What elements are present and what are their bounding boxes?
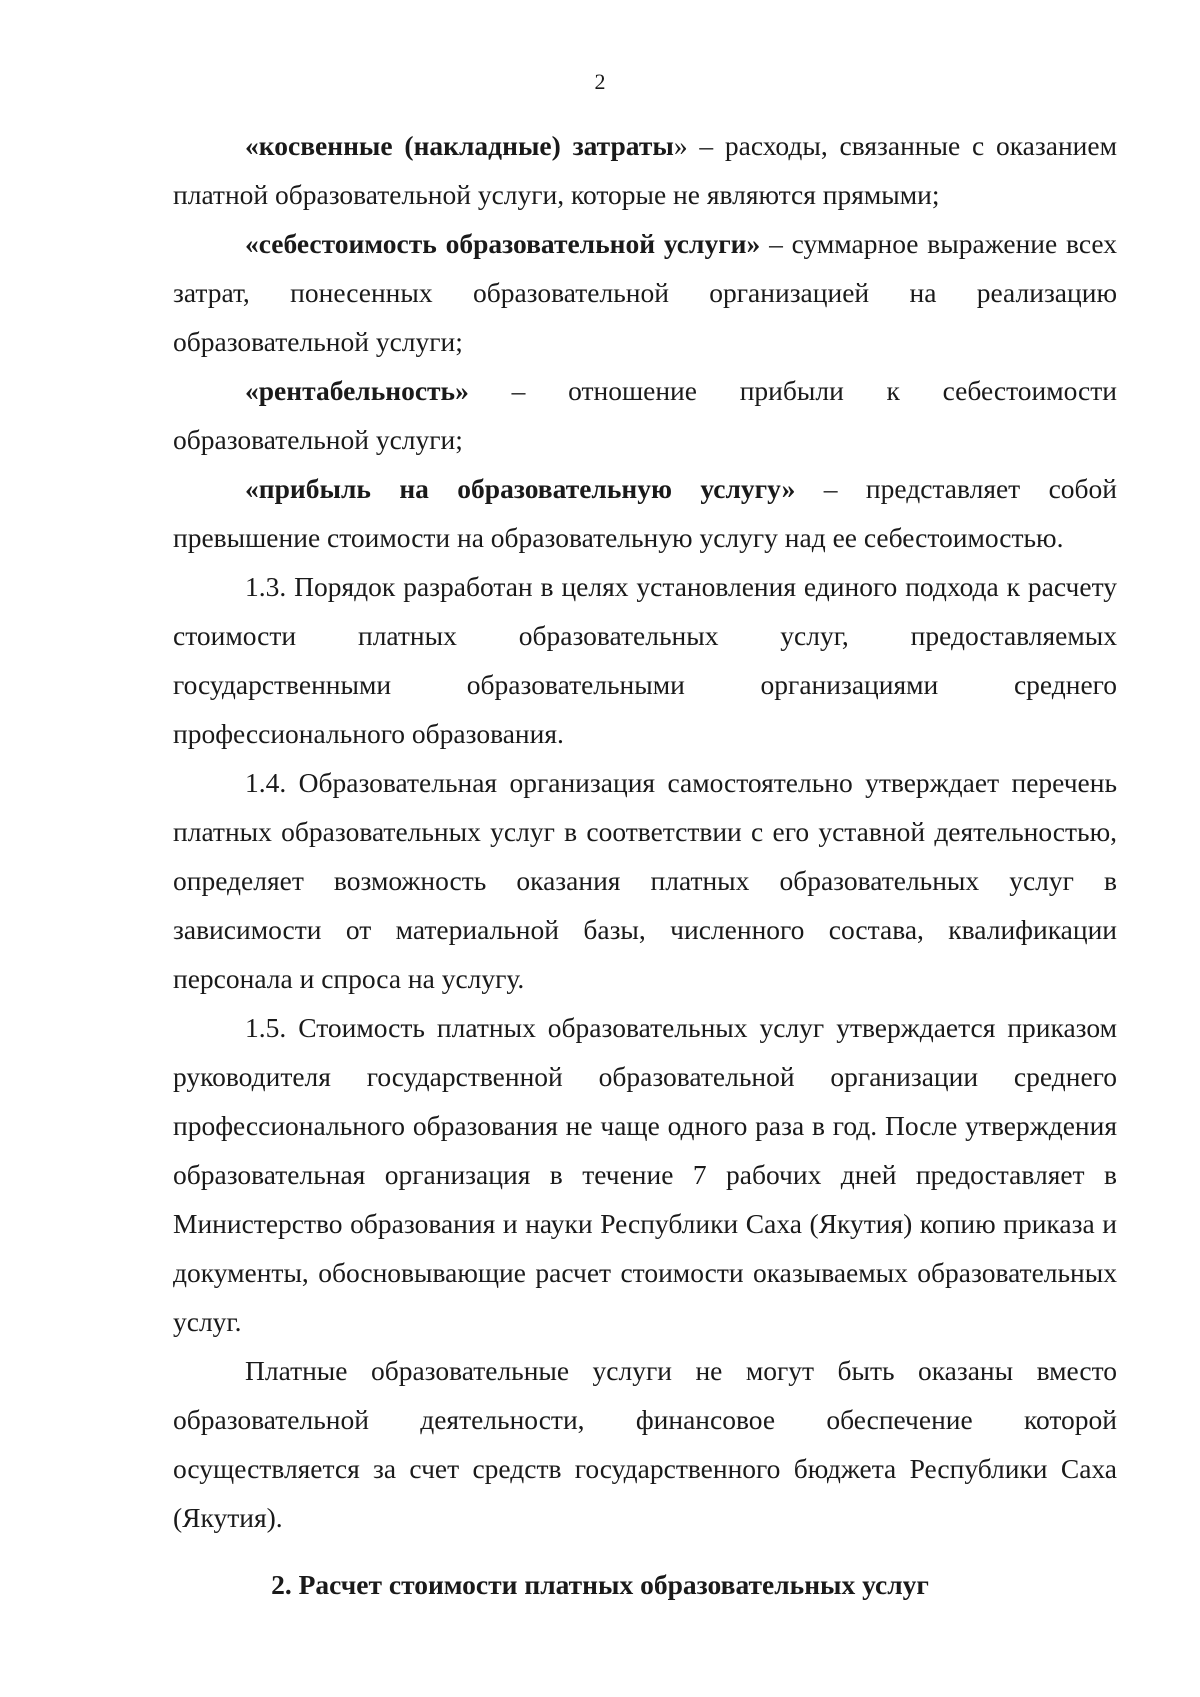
definition-indirect-costs: [173, 121, 1117, 219]
definition-text: » – расходы, связанные с оказанием платной образовательной услуги, которые не являются прямыми;: [173, 130, 1117, 210]
paragraph-1-5: 1.5. Стоимость платных образовательных услуг утверждается приказом руководителя государственной образовательной организации среднего профессионального образования не чаще одного раза в год. После утверждения образовательная организация в течение 7 рабочих дней предоставляет в Министерство образования и науки Республики Саха (Якутия) копию приказа и документы, обосновывающие расчет стоимости оказываемых образовательных услуг.: [173, 1012, 1117, 1337]
definition-cost-price: [173, 219, 1117, 366]
document-body: [173, 121, 1117, 1542]
section-heading: 2. Расчет стоимости платных образовательных услуг: [271, 1569, 929, 1600]
definition-text: – суммарное выражение всех затрат, понесенных образовательной организацией на реализацию образовательной услуги;: [173, 228, 1117, 357]
paragraph-paid-services-note: Платные образовательные услуги не могут быть оказаны вместо образовательной деятельности, финансовое обеспечение которой осуществляется за счет средств государственного бюджета Республики Саха (Якутия).: [173, 1355, 1117, 1533]
term-cost-price: «себестоимость образовательной услуги»: [245, 228, 761, 259]
definition-text: – представляет собой превышение стоимости на образовательную услугу над ее себестоимостью.: [173, 473, 1117, 553]
term-profit: «прибыль на образовательную услугу»: [245, 473, 796, 504]
term-indirect-costs: «косвенные (накладные) затраты: [245, 130, 674, 161]
definition-profitability: [173, 366, 1117, 464]
definition-text: – отношение прибыли к себестоимости образовательной услуги;: [173, 375, 1117, 455]
page-number: 2: [594, 69, 606, 94]
definition-profit: [173, 464, 1117, 562]
paragraph-1-3: 1.3. Порядок разработан в целях установления единого подхода к расчету стоимости платных образовательных услуг, предоставляемых государственными образовательными организациями среднего профессионального образования.: [173, 571, 1117, 749]
paragraph-1-4: 1.4. Образовательная организация самостоятельно утверждает перечень платных образовательных услуг в соответствии с его уставной деятельностью, определяет возможность оказания платных образовательных услуг в зависимости от материальной базы, численного состава, квалификации персонала и спроса на услугу.: [173, 767, 1117, 994]
term-profitability: «рентабельность»: [245, 375, 469, 406]
